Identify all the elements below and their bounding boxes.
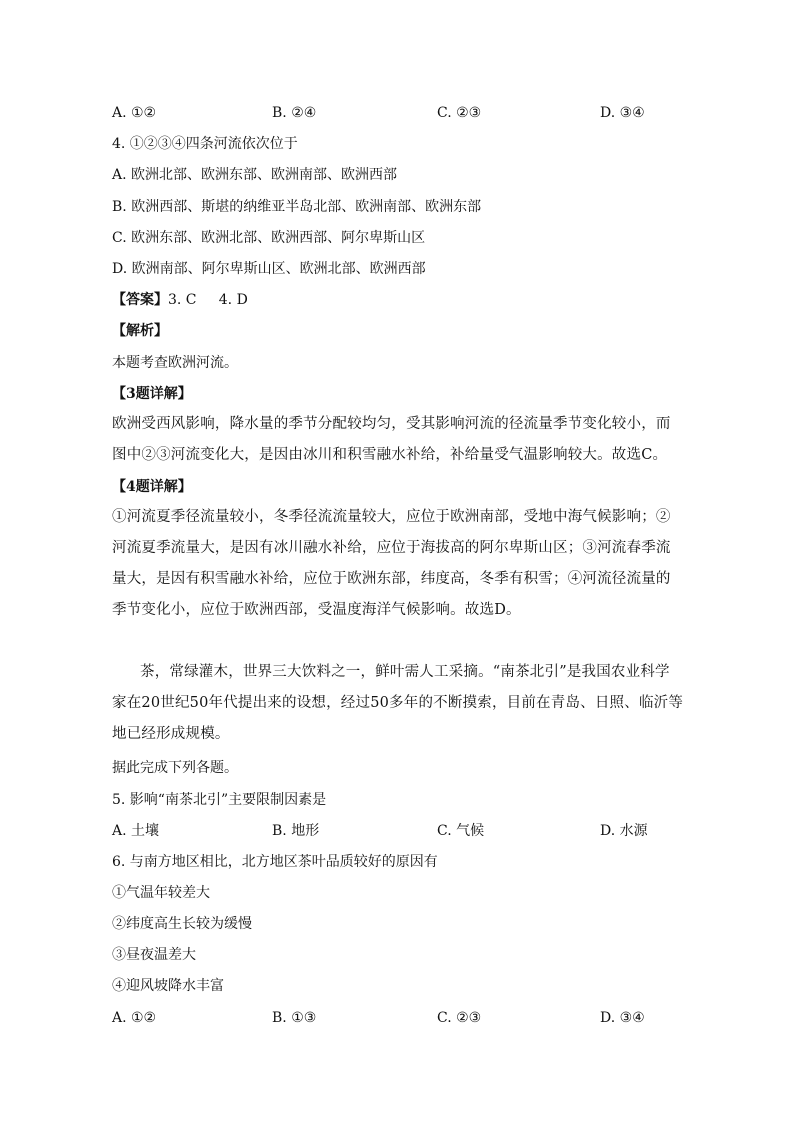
- passage-text: 茶，常绿灌木，世界三大饮料之一，鲜叶需人工采摘。“南茶北引”是我国农业科学家在20世纪50年代提出来的设想，经过50多年的不断摸索，目前在青岛、日照、临沂等地已经形成规模。: [112, 664, 684, 742]
- q4-option-a: A. 欧洲北部、欧洲东部、欧洲南部、欧洲西部: [112, 167, 398, 183]
- answer-text: 3. C 4. D: [168, 292, 248, 308]
- q5-stem: 5. 影响“南茶北引”主要限制因素是: [112, 792, 327, 808]
- q6-option-a: A. ①②: [112, 1010, 157, 1026]
- q4-stem: 4. ①②③④四条河流依次位于: [112, 136, 298, 152]
- q6-item-3: ③昼夜温差大: [112, 947, 196, 963]
- passage-instruction: 据此完成下列各题。: [112, 760, 238, 776]
- q6-options: [112, 1008, 672, 1028]
- q5-option-b: B. 地形: [272, 823, 320, 839]
- q6-stem: 6. 与南方地区相比，北方地区茶叶品质较好的原因有: [112, 854, 438, 870]
- answer-line: [112, 290, 248, 310]
- q4-detail-text: ①河流夏季径流量较小，冬季径流流量较大，应位于欧洲南部，受地中海气候影响；②河流夏季流量大，是因有冰川融水补给，应位于海拔高的阿尔卑斯山区；③河流春季流量大，是因有积雪融水补给，应位于欧洲东部，纬度高，冬季有积雪；④河流径流量的季节变化小，应位于欧洲西部，受温度海洋气候影响。故选D。: [112, 509, 671, 618]
- q4-option-d: D. 欧洲南部、阿尔卑斯山区、欧洲北部、欧洲西部: [112, 261, 426, 277]
- q6-option-d: D. ③④: [600, 1010, 645, 1026]
- q6-option-c: C. ②③: [437, 1010, 482, 1026]
- q3-option-a: A. ①②: [112, 105, 157, 121]
- analysis-text: 本题考查欧洲河流。: [112, 355, 238, 371]
- q6-item-2: ②纬度高生长较为缓慢: [112, 916, 252, 932]
- q5-option-a: A. 土壤: [112, 823, 160, 839]
- q3-detail-text: 欧洲受西风影响，降水量的季节分配较均匀，受其影响河流的径流量季节变化较小，而图中②③河流变化大，是因由冰川和积雪融水补给，补给量受气温影响较大。故选C。: [112, 416, 671, 463]
- q5-options: [112, 821, 672, 841]
- q6-item-4: ④迎风坡降水丰富: [112, 978, 224, 994]
- q4-option-b: B. 欧洲西部、斯堪的纳维亚半岛北部、欧洲南部、欧洲东部: [112, 199, 482, 215]
- q4-option-c: C. 欧洲东部、欧洲北部、欧洲西部、阿尔卑斯山区: [112, 230, 426, 246]
- q5-option-d: D. 水源: [600, 823, 648, 839]
- q3-option-d: D. ③④: [600, 105, 645, 121]
- q3-detail-label: 【3题详解】: [112, 386, 192, 402]
- q6-item-1: ①气温年较差大: [112, 885, 210, 901]
- q3-option-b: B. ②④: [272, 105, 317, 121]
- analysis-label: 【解析】: [112, 323, 168, 339]
- q3-options: [112, 103, 672, 123]
- q6-option-b: B. ①③: [272, 1010, 317, 1026]
- answer-label: 【答案】: [112, 292, 168, 308]
- q5-option-c: C. 气候: [437, 823, 485, 839]
- q4-detail-label: 【4题详解】: [112, 479, 192, 495]
- q3-option-c: C. ②③: [437, 105, 482, 121]
